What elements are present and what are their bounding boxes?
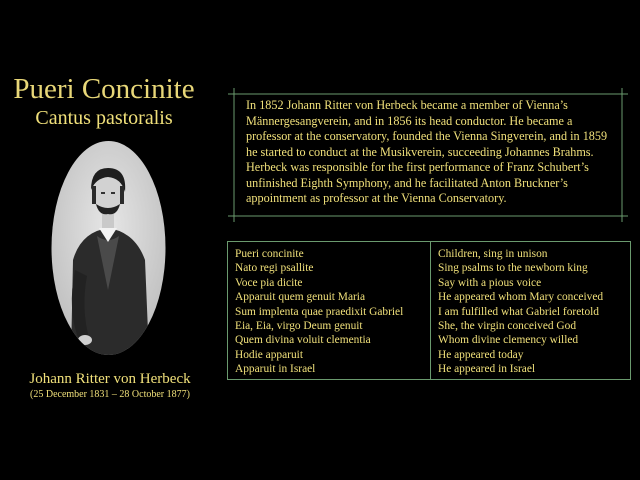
composer-portrait	[51, 140, 166, 356]
latin-line: Pueri concinite	[235, 248, 304, 260]
composer-dates: (25 December 1831 – 28 October 1877)	[30, 389, 190, 400]
page-subtitle: Cantus pastoralis	[35, 107, 173, 129]
latin-line: Quem divina voluit clementia	[235, 334, 371, 347]
latin-line: Sum implenta quae praedixit Gabriel	[235, 305, 404, 318]
latin-line: Voce pia dicite	[235, 276, 303, 289]
english-column	[431, 242, 630, 379]
english-line: Sing psalms to the newborn king	[438, 262, 588, 275]
page-title: Pueri Concinite	[13, 73, 195, 105]
english-line: She, the virgin conceived God	[438, 320, 577, 333]
latin-line: Apparuit in Israel	[235, 363, 316, 376]
english-line: Say with a pious voice	[438, 276, 542, 289]
composer-name: Johann Ritter von Herbeck	[29, 371, 191, 387]
latin-column	[228, 242, 431, 379]
english-line: Whom divine clemency willed	[438, 334, 579, 347]
latin-line: Apparuit quem genuit Maria	[235, 291, 366, 304]
english-line: He appeared today	[438, 348, 524, 361]
bio-paragraph: In 1852 Johann Ritter von Herbeck became a member of Vienna’s Männergesangverein, and in 1856 its head conductor. He became a professor at the conservatory, founded the Vienna Singverein, and in 1859 he started to conduct at the Musikverein, succeeding Johannes Brahms. Herbeck was responsible for the first performance of Franz Schubert’s unfinished Eighth Symphony, and he facilitated Anton Bruckner’s appointment as professor at the Vienna Conservatory.	[246, 98, 608, 205]
english-line: He appeared in Israel	[438, 363, 536, 376]
english-line: He appeared whom Mary conceived	[438, 291, 604, 304]
english-line: Children, sing in unison	[438, 248, 548, 260]
latin-line: Eia, Eia, virgo Deum genuit	[235, 320, 363, 333]
latin-line: Nato regi psallite	[235, 262, 314, 275]
lyrics-table	[227, 241, 631, 380]
english-line: I am fulfilled what Gabriel foretold	[438, 305, 599, 318]
latin-line: Hodie apparuit	[235, 348, 304, 361]
